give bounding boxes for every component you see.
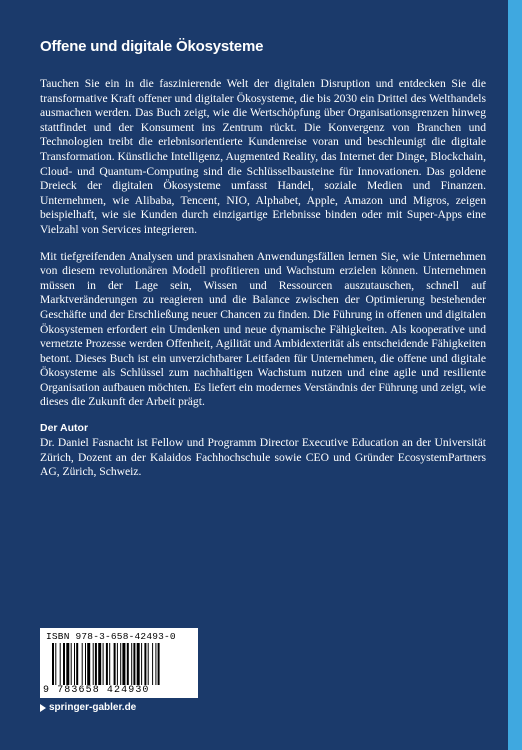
back-cover-text (40, 30, 486, 492)
barcode-digits: 9 783658 424930 (43, 685, 150, 696)
isbn-label: ISBN 978-3-658-42493-0 (46, 631, 176, 642)
blurb-paragraph-2: Mit tiefgreifenden Analysen und praxisnahen Anwendungsfällen lernen Sie, wie Unternehmen von diesem revolutionären Modell profitieren und Wachstum erzielen können. Unternehmen müssen in der Lage sein, Wissen und Ressourcen auszutauschen, schnell auf Marktveränderungen zu reagieren und die Balance zwischen der Optimierung bestehender Geschäfte und der Erschließung neuer Chancen zu finden. Die Führung in offenen und digitalen Ökosystemen erfordert ein Umdenken und neue dynamische Fähigkeiten. Als kooperative und vernetzte Prozesse werden Offenheit, Agilität und Ambidexterität als entscheidende Fähigkeiten betont. Dieses Buch ist ein unverzichtbarer Leitfaden für Unternehmen, die offene und digitale Ökosysteme als Schlüssel zum nachhaltigen Wachstum nutzen und eine agile und resiliente Organisation aufbauen möchten. Es liefert ein modernes Verständnis der Führung und zeigt, wie dieses die Zukunft der Arbeit prägt. (40, 249, 486, 409)
spine-accent-strip (508, 0, 522, 750)
book-title: Offene und digitale Ökosysteme (40, 38, 264, 55)
barcode-bars (52, 643, 194, 685)
publisher-link[interactable] (40, 702, 136, 713)
author-bio: Dr. Daniel Fasnacht ist Fellow und Programm Director Executive Education an der Universität Zürich, Dozent an der Kalaidos Fachhochschule sowie CEO und Gründer EcosystemPartners AG, Zürich, Schweiz. (40, 436, 486, 479)
author-heading: Der Autor (40, 422, 89, 435)
barcode (40, 628, 198, 698)
blurb-paragraph-1: Tauchen Sie ein in die faszinierende Welt der digitalen Disruption und entdecken Sie die transformative Kraft offener und digitaler Ökosysteme, die bis 2030 ein Drittel des Welthandels ausmachen werden. Das Buch zeigt, wie die Wertschöpfung über Organisationsgrenzen hinweg stattfindet und der Konsument ins Zentrum rückt. Die Konvergenz von Branchen und Technologien treibt die erlebnisorientierte Kundenreise voran und beschleunigt die digitale Transformation. Künstliche Intelligenz, Augmented Reality, das Internet der Dinge, Blockchain, Cloud- und Quantum-Computing sind die Schlüsselbausteine für Innovationen. Das goldene Dreieck der digitalen Ökosysteme umfasst Handel, soziale Medien und Finanzen. Unternehmen, wie Alibaba, Tencent, NIO, Alphabet, Apple, Amazon und Migros, zeigen beispielhaft, wie sie Kunden durch einzigartige Erlebnisse binden oder mit Super-Apps eine Vielzahl von Services integrieren. (40, 77, 486, 236)
publisher-url: springer-gabler.de (49, 702, 137, 713)
arrow-right-icon (40, 704, 46, 712)
